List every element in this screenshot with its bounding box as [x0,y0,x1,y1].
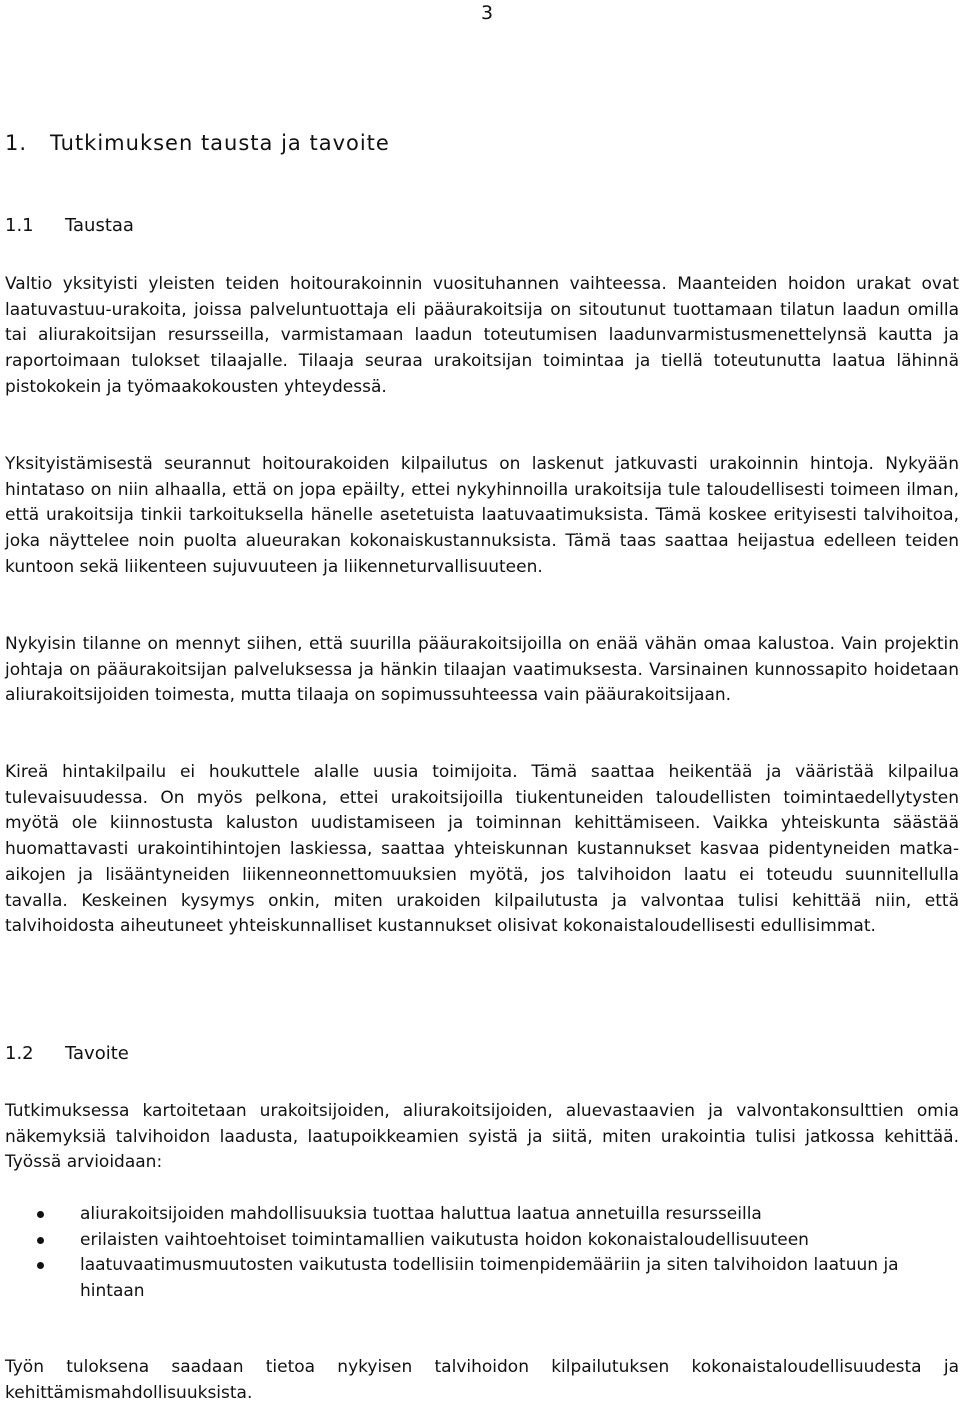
subsection-number: 1.1 [5,215,34,236]
list-item: aliurakoitsijoiden mahdollisuuksia tuottaa haluttua laatua annetuilla resursseilla [5,1202,959,1228]
list-item: erilaisten vaihtoehtoiset toimintamallien vaikutusta hoidon kokonaistaloudellisuuteen [5,1228,959,1254]
subsection-title: Tavoite [65,1043,129,1064]
page-number: 3 [481,2,494,24]
bullet-icon [37,1262,44,1269]
paragraph-background-1: Valtio yksityisti yleisten teiden hoitourakoinnin vuosituhannen vaihteessa. Maanteiden hoidon urakat ovat laatuvastuu-urakoita, joissa palveluntuottaja eli pääurakoitsija on sitoutunut tuottamaan tilatun laadun omilla tai aliurakoitsijan resursseilla, varmistamaan laadun toteutumisen laadunvarmistusmenettelynsä kautta ja raportoimaan tulokset tilaajalle. Tilaaja seuraa urakoitsijan toimintaa ja tiellä toteutunutta laatua lähinnä pistokokein ja työmaakokousten yhteydessä. [5,274,959,397]
paragraph-goal-intro: Tutkimuksessa kartoitetaan urakoitsijoiden, aliurakoitsijoiden, aluevastaavien ja valvontakonsulttien omia näkemyksiä talvihoidon laadusta, laatupoikkeamien syistä ja siitä, miten urakointia tulisi jatkossa kehittää. Työssä arvioidaan: [5,1101,959,1173]
section-title: Tutkimuksen tausta ja tavoite [50,131,390,155]
subsection-title: Taustaa [65,215,134,236]
paragraph-background-4: Kireä hintakilpailu ei houkuttele alalle uusia toimijoita. Tämä saattaa heikentää ja vääristää kilpailua tulevaisuudessa. On myös pelkona, ettei urakoitsijoilla tiukentuneiden taloudellisten toimintaedellytysten myötä ole kiinnostusta kaluston uudistamiseen ja toiminnan kehittämiseen. Vaikka yhteiskunta säästää huomattavasti urakointihintojen laskiessa, saattaa yhteiskunnan kustannukset kasvaa pidentyneiden matka-aikojen ja lisääntyneiden liikenneonnettomuuksien myötä, jos talvihoidon laatu ei toteudu suunnitellulla tavalla. Keskeinen kysymys onkin, miten urakoiden kilpailutusta ja valvontaa tulisi kehittää niin, että talvihoidosta aiheutuneet yhteiskunnalliset kustannukset olisivat kokonaistaloudellisesti edullisimmat. [5,762,959,937]
paragraph-goal-outro: Työn tuloksena saadaan tietoa nykyisen talvihoidon kilpailutuksen kokonaistaloudellisuudesta ja kehittämismahdollisuuksista. [5,1357,959,1403]
subsection-number: 1.2 [5,1043,34,1064]
paragraph-background-2: Yksityistämisestä seurannut hoitourakoiden kilpailutus on laskenut jatkuvasti urakoinnin hintoja. Nykyään hintataso on niin alhaalla, että on jopa epäilty, ettei nykyhinnoilla urakoitsija tule taloudellisesti toimeen ilman, että urakoitsija tinkii tarkoituksella hänelle asetetuista laatuvaatimuksista. Tämä koskee erityisesti talvihoitoa, joka näyttelee noin puolta alueurakan kokonaiskustannuksista. Tämä taas saattaa heijastua edelleen teiden kuntoon sekä liikenteen sujuvuuteen ja liikenneturvallisuuteen. [5,454,959,577]
subsection-heading-1-1 [5,214,134,238]
bullet-icon [37,1211,44,1218]
goal-bullet-list [5,1202,959,1305]
section-number: 1. [5,131,28,155]
subsection-heading-1-2 [5,1042,129,1066]
list-item: laatuvaatimusmuutosten vaikutusta todellisiin toimenpidemääriin ja siten talvihoidon laatuun ja hintaan [5,1253,959,1304]
bullet-icon [37,1237,44,1244]
paragraph-background-3: Nykyisin tilanne on mennyt siihen, että suurilla pääurakoitsijoilla on enää vähän omaa kalustoa. Vain projektin johtaja on pääurakoitsijan palveluksessa ja hänkin tilaajan vaatimuksesta. Varsinainen kunnossapito hoidetaan aliurakoitsijoiden toimesta, mutta tilaaja on sopimussuhteessa vain pääurakoitsijaan. [5,634,959,706]
section-heading-1 [5,130,390,156]
